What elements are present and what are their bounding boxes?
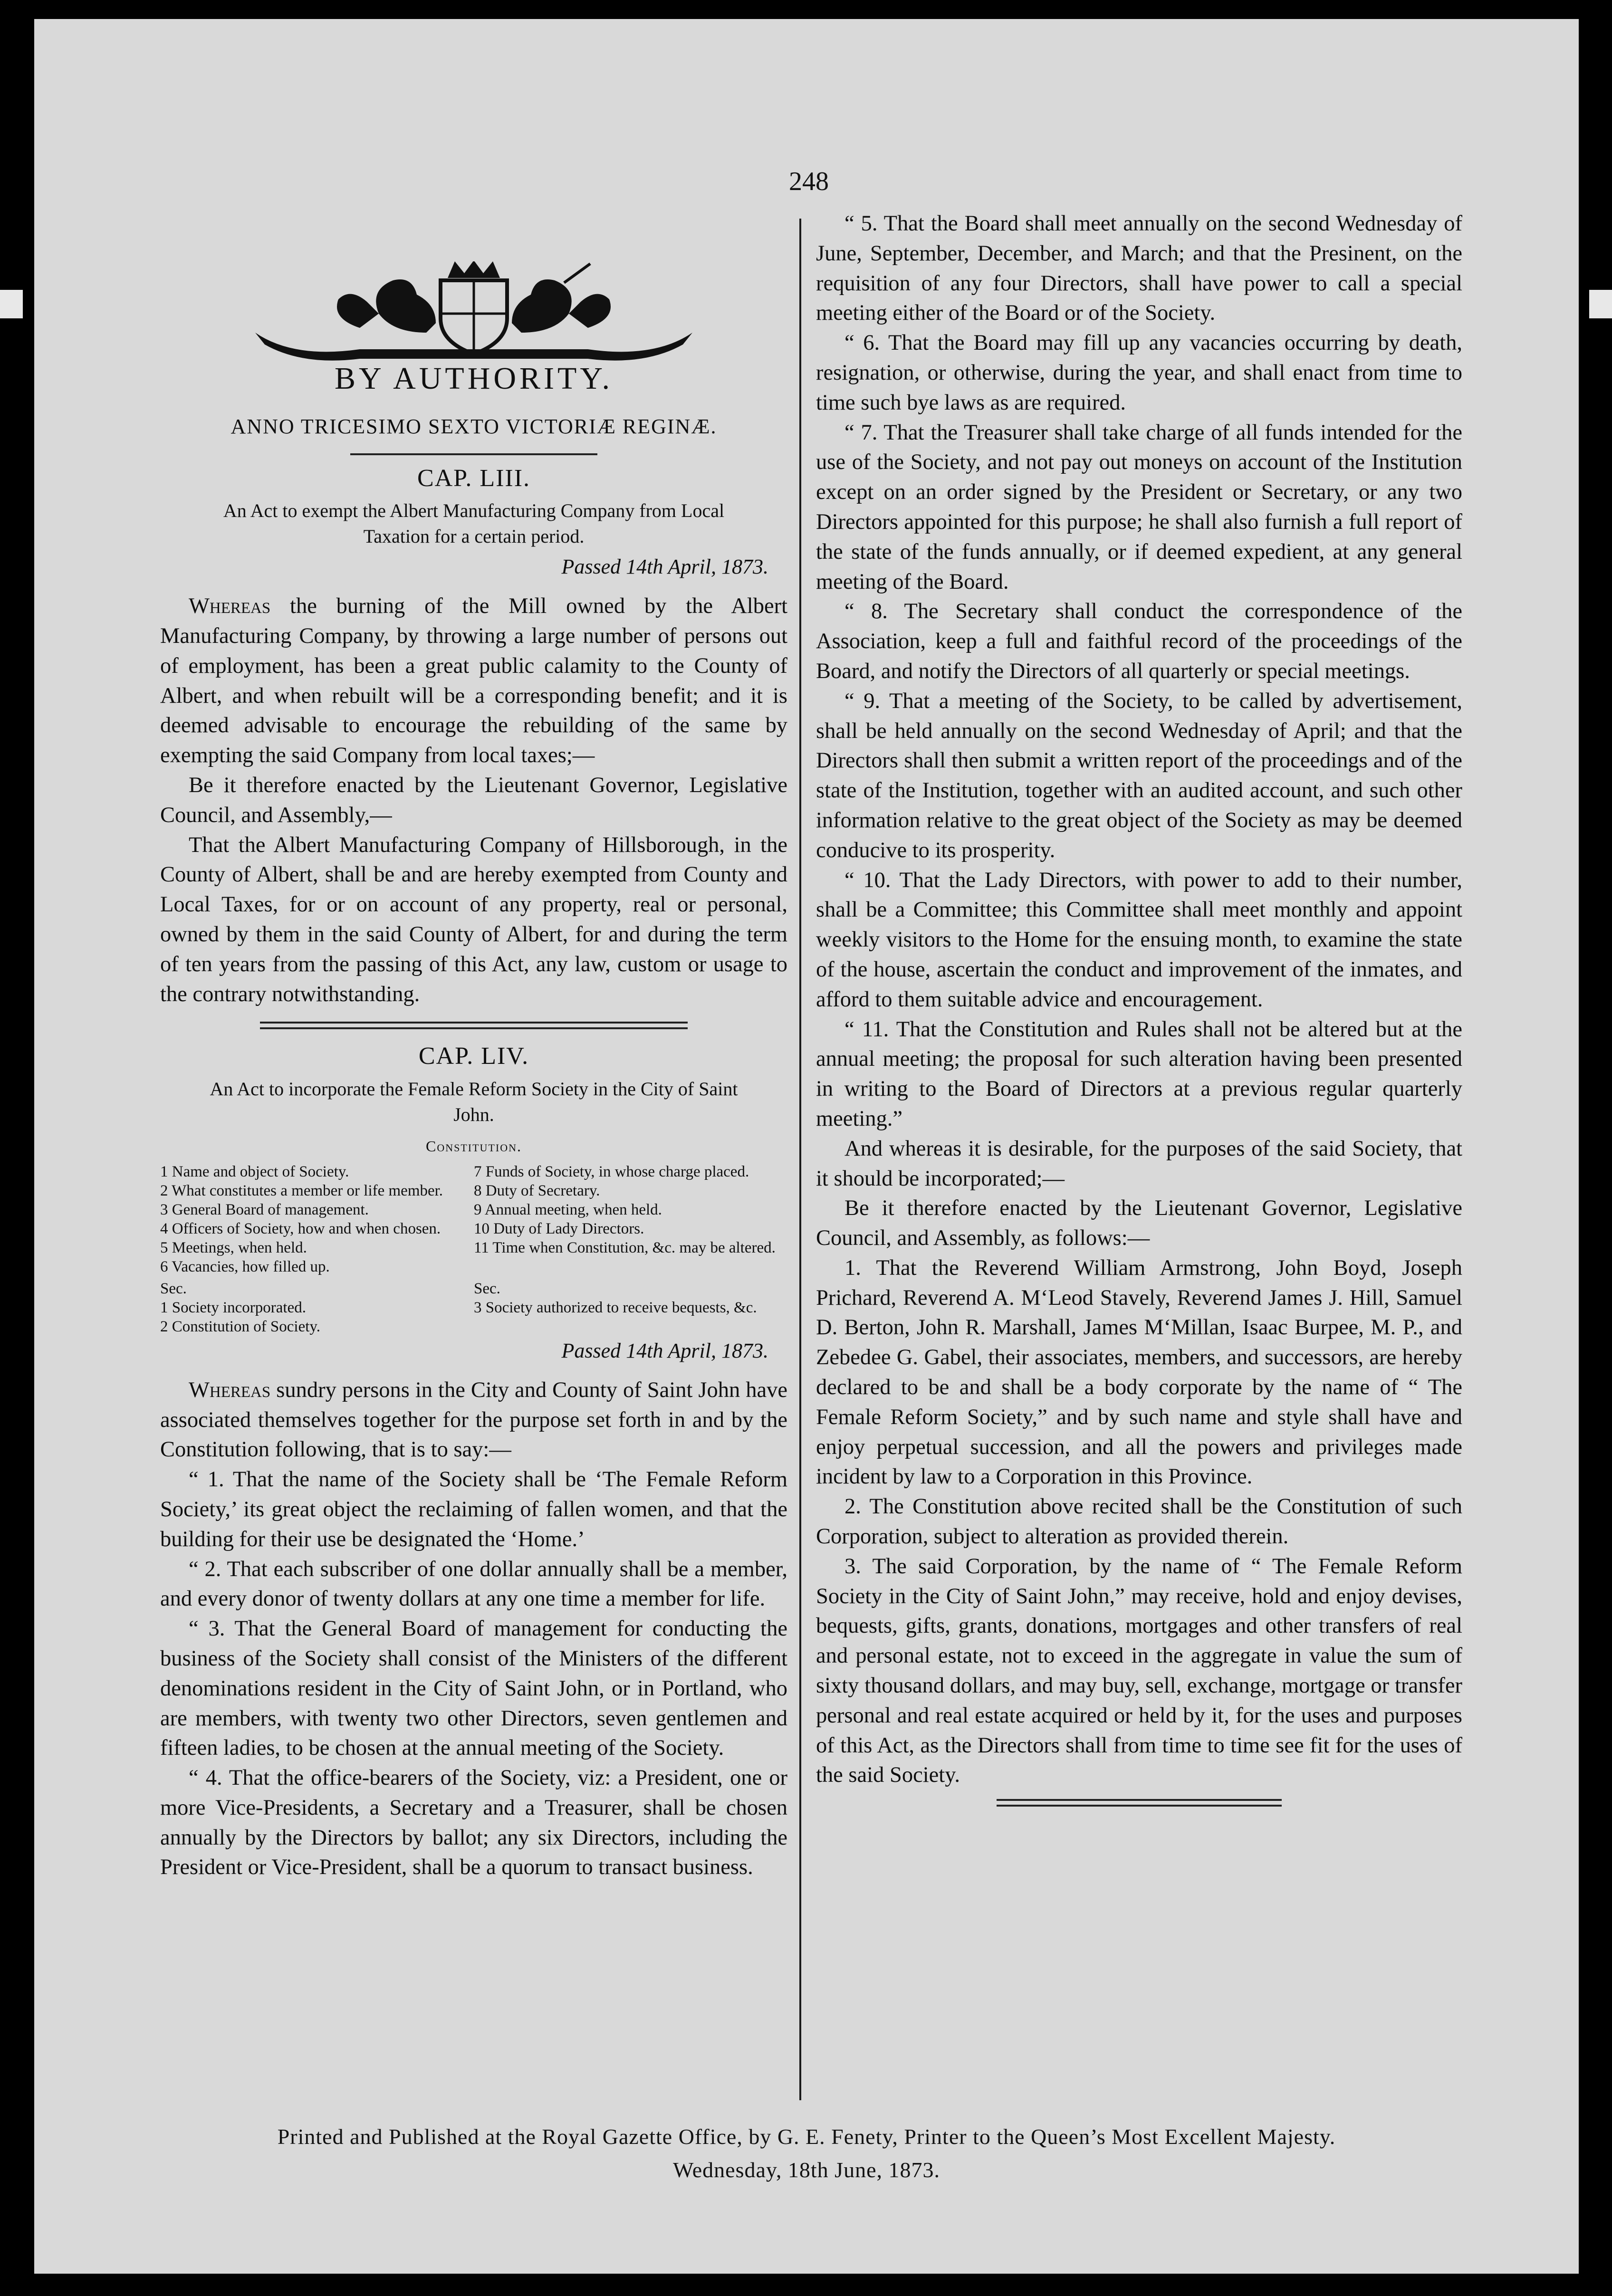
cap-54-title: An Act to incorporate the Female Reform Society in the City of Saint John. [210,1078,738,1126]
royal-coat-of-arms-icon [236,261,711,361]
section-1: 1. That the Reverend William Armstrong, John Boyd, Joseph Prichard, Reverend A. M‘Leod Stavely, Reverend James J. Hill, Samuel D. Berton, John R. Marshall, James M‘Millan, Isaac Burpee, M. P., and Zebedee G. Gabel, their associates, members, and successors, are hereby declared to be and shall be a body corporate by the name of “ The Female Reform Society,” and by such name and style shall have and enjoy perpetual succession, and all the powers and privileges made incident by law to a Corporation in this Province. [816,1255,1462,1489]
article-8: “ 8. The Secretary shall conduct the correspondence of the Association, keep a full and faithful record of the proceedings of the Board, and notify the Directors of all quarterly or special meetings. [816,599,1462,683]
regnal-year-heading: ANNO TRICESIMO SEXTO VICTORIÆ REGINÆ. [230,414,717,438]
article-6: “ 6. That the Board may fill up any vacancies occurring by death, resignation, or otherwise, during the year, and shall enact from time to time such bye laws as are required. [816,331,1462,415]
contents-item: 2 What constitutes a member or life member. [160,1182,443,1199]
incorporation-enacting: Be it therefore enacted by the Lieutenant Governor, Legislative Council, and Assembly, as follows:— [816,1196,1462,1251]
sections-left [160,1279,474,1336]
article-11: “ 11. That the Constitution and Rules shall not be altered but at the annual meeting; the proposal for such alteration having been presented in writing to the Board of Directors at a previous regular quarterly meeting.” [816,1017,1462,1131]
section-item: 2 Constitution of Society. [160,1318,321,1335]
cap-54-passed: Passed 14th April, 1873. [561,1339,768,1362]
contents-item: 1 Name and object of Society. [160,1163,349,1180]
left-column [160,209,787,1883]
double-rule-end [997,1799,1282,1807]
imprint-line: Printed and Published at the Royal Gazette Office, by G. E. Fenety, Printer to the Queen’s Most Excellent Majesty. [277,2124,1336,2149]
constitution-heading: Constitution. [426,1138,522,1155]
article-7: “ 7. That the Treasurer shall take charge of all funds intended for the use of the Society, and not pay out moneys on account of the Institution except on an order signed by the President or Secretary, or any two Directors appointed for this purpose; he shall also furnish a full report of the state of the funds annually, or if deemed expedient, at any general meeting of the Board. [816,420,1462,594]
contents-item: 3 General Board of management. [160,1201,369,1218]
contents-item: 4 Officers of Society, how and when chosen. [160,1220,441,1237]
sections-right [474,1279,787,1336]
section-2: 2. The Constitution above recited shall be the Constitution of such Corporation, subject to alteration as provided therein. [816,1494,1462,1549]
contents-right [474,1162,787,1276]
sections-contents [160,1279,787,1336]
cap-53-passed: Passed 14th April, 1873. [561,555,768,579]
cap-54-preamble: Whereas sundry persons in the City and County of Saint John have associated themselves together for the purpose set forth in and by the Constitution following, that is to say:— [160,1378,787,1462]
cap-54-heading: CAP. LIV. [418,1043,529,1070]
article-2: “ 2. That each subscriber of one dollar annually shall be a member, and every donor of twenty dollars at any one time a member for life. [160,1557,787,1611]
article-9: “ 9. That a meeting of the Society, to be called by advertisement, shall be held annually on the second Wednesday of April; and that the Directors shall then submit a written report of the proceedings and of the state of the Institution, together with an audited account, and such other information relative to the great object of the Society as may be deemed conducive to its prosperity. [816,689,1462,862]
cap-53-title: An Act to exempt the Albert Manufacturing Company from Local Taxation for a certain period. [223,500,725,547]
contents-item: 10 Duty of Lady Directors. [474,1220,644,1237]
cap-53-enacting: Be it therefore enacted by the Lieutenant Governor, Legislative Council, and Assembly,— [160,773,787,827]
article-3: “ 3. That the General Board of management for conducting the business of the Society shall consist of the Ministers of the different denominations resident in the City of Saint John, or in Portland, who are members, with twenty two other Directors, seven gentlemen and fifteen ladies, to be chosen at the annual meeting of the Society. [160,1617,787,1760]
article-5: “ 5. That the Board shall meet annually on the second Wednesday of June, September, December, and March; and that the Presinent, on the requisition of any four Directors, shall have power to call a special meeting either of the Board or of the Society. [816,211,1462,325]
contents-item: 7 Funds of Society, in whose charge placed. [474,1163,749,1180]
edge-tab-left [0,290,23,318]
contents-left [160,1162,474,1276]
incorporation-preamble: And whereas it is desirable, for the purposes of the said Society, that it should be incorporated;— [816,1136,1462,1191]
cap-53-heading: CAP. LIII. [417,464,531,492]
cap-53-body: That the Albert Manufacturing Company of Hillsborough, in the County of Albert, shall be and are hereby exempted from County and Local Taxes, for or on account of any property, real or personal, owned by them in the said County of Albert, for and during the term of ten years from the passing of this Act, any law, custom or usage to the contrary notwithstanding. [160,832,787,1006]
cap-53-preamble: Whereas the burning of the Mill owned by the Albert Manufacturing Company, by throwing a large number of persons out of employment, has been a great public calamity to the County of Albert, and when rebuilt will be a corresponding benefit; and it is deemed advisable to encourage the rebuilding of the same by exempting the said Company from local taxes;— [160,594,787,768]
rule [350,453,597,455]
double-rule [260,1022,688,1029]
article-1: “ 1. That the name of the Society shall be ‘The Female Reform Society,’ its great object the reclaiming of fallen women, and that the building for their use be designated the ‘Home.’ [160,1467,787,1551]
page-number: 248 [789,167,829,196]
contents-item: 11 Time when Constitution, &c. may be altered. [474,1239,776,1256]
section-item: 1 Society incorporated. [160,1299,306,1316]
article-4: “ 4. That the office-bearers of the Society, viz: a President, one or more Vice-Presidents, a Secretary and a Treasurer, shall be chosen annually by the Directors by ballot; any six Directors, including the President or Vice-President, shall be a quorum to transact business. [160,1766,787,1880]
contents-item: 6 Vacancies, how filled up. [160,1258,330,1275]
contents-item: 5 Meetings, when held. [160,1239,307,1256]
imprint-date: Wednesday, 18th June, 1873. [673,2158,940,2182]
section-item: 3 Society authorized to receive bequests, &c. [474,1299,757,1316]
contents-item: 9 Annual meeting, when held. [474,1201,662,1218]
sec-label: Sec. [474,1280,500,1297]
article-10: “ 10. That the Lady Directors, with power to add to their number, shall be a Committee; this Committee shall meet monthly and appoint weekly visitors to the Home for the ensuing month, to examine the state of the house, ascertain the conduct and improvement of the inmates, and afford to them suitable advice and encouragement. [816,868,1462,1012]
right-column [787,209,1462,1807]
section-3: 3. The said Corporation, by the name of “ The Female Reform Society in the City of Saint John,” may receive, hold and enjoy devises, bequests, gifts, grants, donations, mortgages and other transfers of real and personal estate, not to exceed in the aggregate in value the sum of sixty thousand dollars, and may buy, sell, exchange, mortgage or transfer personal and real estate acquired or held by it, for the uses and purposes of this Act, as the Directors shall from time to time see fit for the uses of the said Society. [816,1554,1462,1788]
gazette-page [34,19,1579,2274]
sec-label: Sec. [160,1280,187,1297]
constitution-contents [160,1162,787,1276]
edge-tab-right [1589,290,1612,318]
by-authority-heading: BY AUTHORITY. [334,361,614,396]
contents-item: 8 Duty of Secretary. [474,1182,600,1199]
